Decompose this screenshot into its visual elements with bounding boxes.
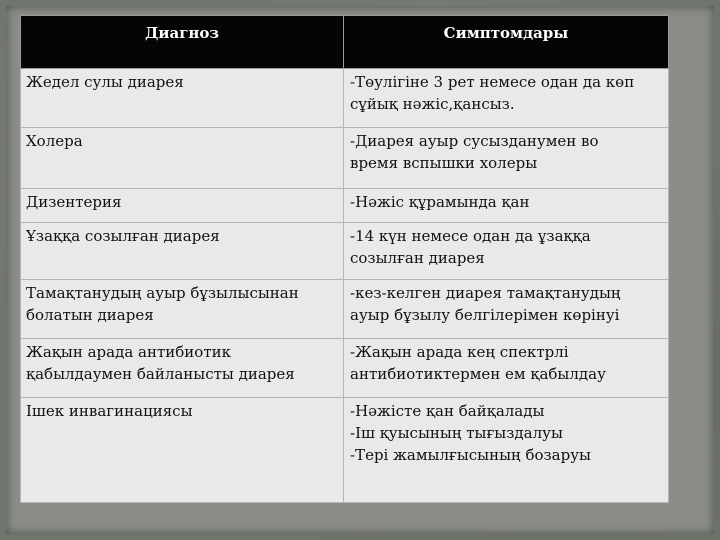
diagnosis-cell xyxy=(21,339,344,398)
cell-text: Жедел сулы диарея xyxy=(26,73,184,91)
cell-text: антибиотиктермен ем қабылдау xyxy=(350,365,606,383)
cell-text: -Іш қуысының тығыздалуы xyxy=(350,424,563,442)
table-row xyxy=(21,280,669,339)
diagnosis-cell xyxy=(21,189,344,223)
table-row xyxy=(21,69,669,128)
table-header-row xyxy=(21,16,669,69)
symptoms-cell xyxy=(344,128,669,189)
symptoms-cell xyxy=(344,223,669,280)
cell-text: -Тері жамылғысының бозаруы xyxy=(350,446,591,464)
table-row xyxy=(21,128,669,189)
symptoms-cell xyxy=(344,398,669,503)
symptoms-cell xyxy=(344,339,669,398)
diagnosis-cell xyxy=(21,128,344,189)
cell-text: қабылдаумен байланысты диарея xyxy=(26,365,295,383)
cell-text: Ішек инвагинациясы xyxy=(26,402,193,420)
diagnosis-cell xyxy=(21,280,344,339)
cell-text: Ұзаққа созылған диарея xyxy=(26,227,220,245)
cell-text: Холера xyxy=(26,132,83,150)
cell-text: -14 күн немесе одан да ұзаққа xyxy=(350,227,591,245)
cell-text: сұйық нәжіс,қансыз. xyxy=(350,95,515,113)
cell-text: Дизентерия xyxy=(26,193,122,211)
table-row xyxy=(21,223,669,280)
diagnosis-cell xyxy=(21,69,344,128)
table-row xyxy=(21,339,669,398)
symptoms-cell xyxy=(344,69,669,128)
cell-text: -кез-келген диарея тамақтанудың xyxy=(350,284,621,302)
diagnosis-cell xyxy=(21,223,344,280)
symptoms-cell xyxy=(344,189,669,223)
table-row xyxy=(21,398,669,503)
table-row xyxy=(21,189,669,223)
cell-text: время вспышки холеры xyxy=(350,154,538,172)
header-symptoms: Симптомдары xyxy=(344,16,669,69)
cell-text: Тамақтанудың ауыр бұзылысынан xyxy=(26,284,299,302)
cell-text: -Нәжісте қан байқалады xyxy=(350,402,545,420)
diagnosis-cell xyxy=(21,398,344,503)
cell-text: Жақын арада антибиотик xyxy=(26,343,231,361)
cell-text: -Жақын арада кең спектрлі xyxy=(350,343,569,361)
cell-text: болатын диарея xyxy=(26,306,154,324)
symptoms-cell xyxy=(344,280,669,339)
cell-text: созылған диарея xyxy=(350,249,485,267)
diagnosis-table xyxy=(20,15,669,503)
header-diagnosis: Диагноз xyxy=(21,16,344,69)
cell-text: -Нәжіс құрамында қан xyxy=(350,193,530,211)
cell-text: ауыр бұзылу белгілерімен көрінуі xyxy=(350,306,620,324)
cell-text: -Төулігіне 3 рет немесе одан да көп xyxy=(350,73,635,91)
cell-text: -Диарея ауыр сусызданумен во xyxy=(350,132,599,150)
